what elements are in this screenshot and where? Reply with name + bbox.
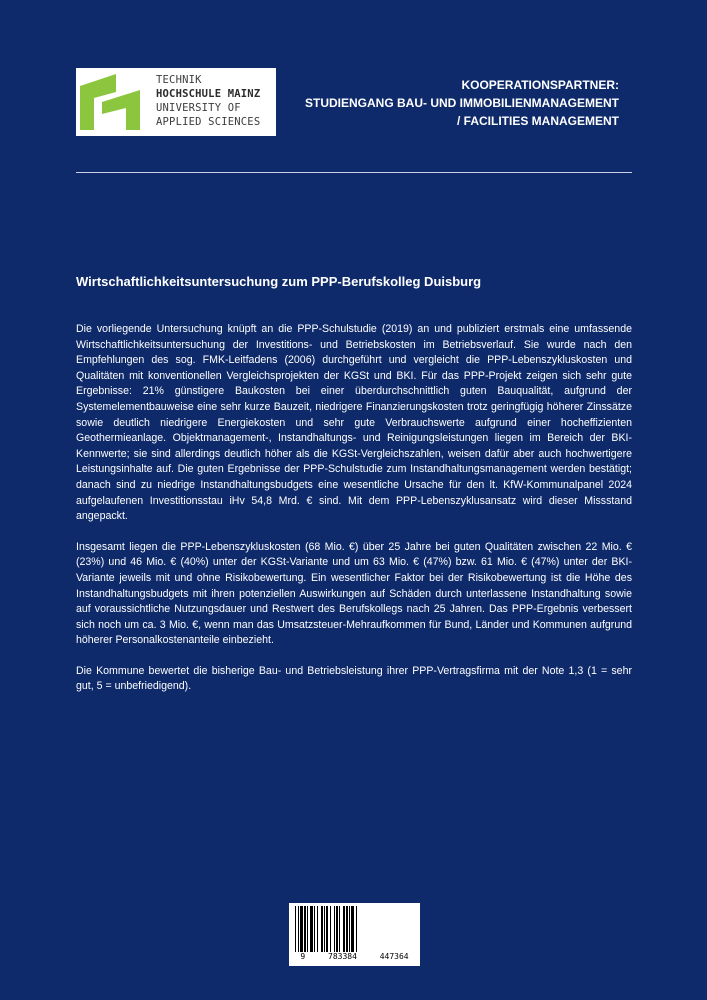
logo-wordmark: [156, 73, 260, 129]
header-divider: [76, 172, 632, 173]
page-title: Wirtschaftlichkeitsuntersuchung zum PPP-Berufskolleg Duisburg: [76, 274, 482, 289]
paragraph-3: Die Kommune bewertet die bisherige Bau- und Betriebsleistung ihrer PPP-Vertragsfirma mit der Note 1,3 (1 = sehr gut, 5 = unbefriedigend).: [76, 664, 632, 693]
cooperation-partner: [305, 76, 619, 130]
barcode-digit-1: 9: [300, 952, 306, 961]
university-logo: [76, 68, 276, 136]
paragraph-1: Die vorliegende Untersuchung knüpft an die PPP-Schulstudie (2019) an und publiziert erstmals eine umfassende Wirtschaftlichkeitsuntersuchung der Investitions- und Betriebskosten im Betriebsverlauf. Sie wurde nach den Empfehlungen des sog. FMK-Leitfadens (2006) durchgeführt und vergleicht die PPP-Lebenszykluskosten und Qualitäten mit konventionellen Vergleichsprojekten der KGSt und BKI. Für das PPP-Projekt zeigen sich sehr gute Ergebnisse: 21% günstigere Baukosten bei einer überdurchschnittlich guten Bauqualität, aufgrund der Systemelementbauweise eine sehr kurze Bauzeit, niedrigere Finanzierungskosten trotz geringfügig höherer Zinssätze sowie deutlich niedrigere Energiekosten und sehr gute Verbrauchswerte aufgrund einer hocheffizienten Geothermieanlage. Objektmanagement-, Instandhaltungs- und Reinigungsleistungen liegen im Bereich der BKI-Kennwerte; sie sind allerdings deutlich höher als die KGSt-Vergleichszahlen, weisen dafür aber auch hochwertigere Leistungsinhalte auf. Die guten Ergebnisse der PPP-Schulstudie zum Instandhaltungsmanagement werden bestätigt; danach sind zu niedrige Instandhaltungsbudgets eine wesentliche Ursache für den lt. KfW-Kommunalpanel 2024 aufgelaufenen Investitionsstau iHv 54,8 Mrd. € sind. Mit dem PPP-Lebenszyklusansatz wird dieser Missstand angepackt.: [76, 323, 632, 523]
partner-line-2: STUDIENGANG BAU- UND IMMOBILIENMANAGEMENT: [305, 96, 619, 110]
isbn-barcode: [289, 903, 420, 966]
barcode-digit-2: 783384: [328, 952, 357, 961]
barcode-bars-icon: [295, 906, 414, 952]
paragraph-2: Insgesamt liegen die PPP-Lebenszykluskosten (68 Mio. €) über 25 Jahre bei guten Qualitäten zwischen 22 Mio. € (23%) und 46 Mio. € (40%) unter der KGSt-Variante und um 63 Mio. € (47%) bzw. 61 Mio. € (47%) unter der BKI-Variante jeweils mit und ohne Risikobewertung. Ein wesentlicher Faktor bei der Risikobewertung ist die Höhe des Instandhaltungsbudgets mit ihren potenziellen Auswirkungen auf Schäden durch unterlassene Instandhaltung sowie auf voraussichtliche Nutzungsdauer und Restwert des Berufskollegs nach 25 Jahren. Das PPP-Ergebnis verbessert sich noch um ca. 3 Mio. €, wenn man das Umsatzsteuer-Mehraufkommen für Bund, Länder und Kommunen aufgrund höherer Personalkostenanteile einbezieht.: [76, 540, 632, 647]
logo-mark-icon: [80, 72, 150, 132]
partner-line-1: KOOPERATIONSPARTNER:: [461, 78, 619, 92]
barcode-digits: [289, 952, 420, 961]
logo-line-4: APPLIED SCIENCES: [156, 116, 261, 128]
body-text: [76, 322, 632, 710]
logo-line-1: TECHNIK: [156, 74, 202, 86]
barcode-digit-3: 447364: [379, 952, 409, 961]
partner-line-3: / FACILITIES MANAGEMENT: [457, 114, 619, 128]
logo-line-2: HOCHSCHULE MAINZ: [156, 88, 261, 100]
logo-line-3: UNIVERSITY OF: [156, 102, 241, 114]
